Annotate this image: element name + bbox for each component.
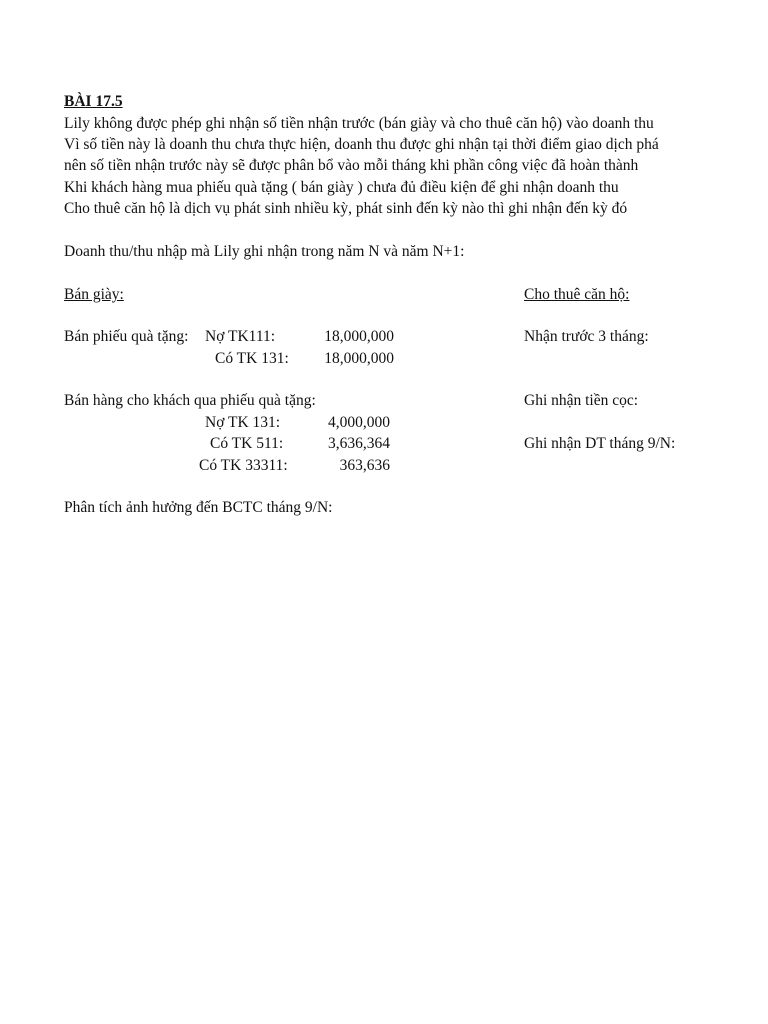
revenue-recognition-month: Ghi nhận DT tháng 9/N: [524,435,676,452]
deposit-recognition: Ghi nhận tiền cọc: [524,392,639,409]
intro-line-5: Cho thuê căn hộ là dịch vụ phát sinh nhiều kỳ, phát sinh đến kỳ nào thì ghi nhận đến kỳ đó [64,200,628,217]
voucher-redemption-label: Bán hàng cho khách qua phiếu quà tặng: [64,392,316,409]
intro-line-4: Khi khách hàng mua phiếu quà tặng ( bán giày ) chưa đủ điều kiện để ghi nhận doanh thu [64,179,619,196]
sale-debit-account: Nợ TK 131: [205,414,281,431]
voucher-debit-account: Nợ TK111: [205,328,276,345]
voucher-credit-amount: 18,000,000 [324,350,394,367]
intro-line-1: Lily không được phép ghi nhận số tiền nhận trước (bán giày và cho thuê căn hộ) vào doanh thu [64,115,654,132]
shoe-sales-heading: Bán giày: [64,286,124,303]
sale-revenue-amount: 3,636,364 [328,435,390,452]
exercise-title: BÀI 17.5 [64,93,123,110]
intro-line-2: Vì số tiền này là doanh thu chưa thực hiện, doanh thu được ghi nhận tại thời điểm giao dịch phá [64,136,659,153]
voucher-credit-account: Có TK 131: [215,350,289,367]
sale-vat-amount: 363,636 [339,457,390,474]
sale-vat-account: Có TK 33311: [199,457,288,474]
prepaid-3-months: Nhận trước 3 tháng: [524,328,649,345]
apartment-rental-heading: Cho thuê căn hộ: [524,286,630,303]
sale-debit-amount: 4,000,000 [328,414,390,431]
voucher-debit-amount: 18,000,000 [324,328,394,345]
voucher-sale-label: Bán phiếu quà tặng: [64,328,189,345]
sale-revenue-account: Có TK 511: [210,435,284,452]
intro-line-3: nên số tiền nhận trước này sẽ được phân bổ vào mỗi tháng khi phần công việc đã hoàn thành [64,157,639,174]
revenue-heading: Doanh thu/thu nhập mà Lily ghi nhận trong năm N và năm N+1: [64,243,465,260]
analysis-heading: Phân tích ảnh hưởng đến BCTC tháng 9/N: [64,499,333,516]
